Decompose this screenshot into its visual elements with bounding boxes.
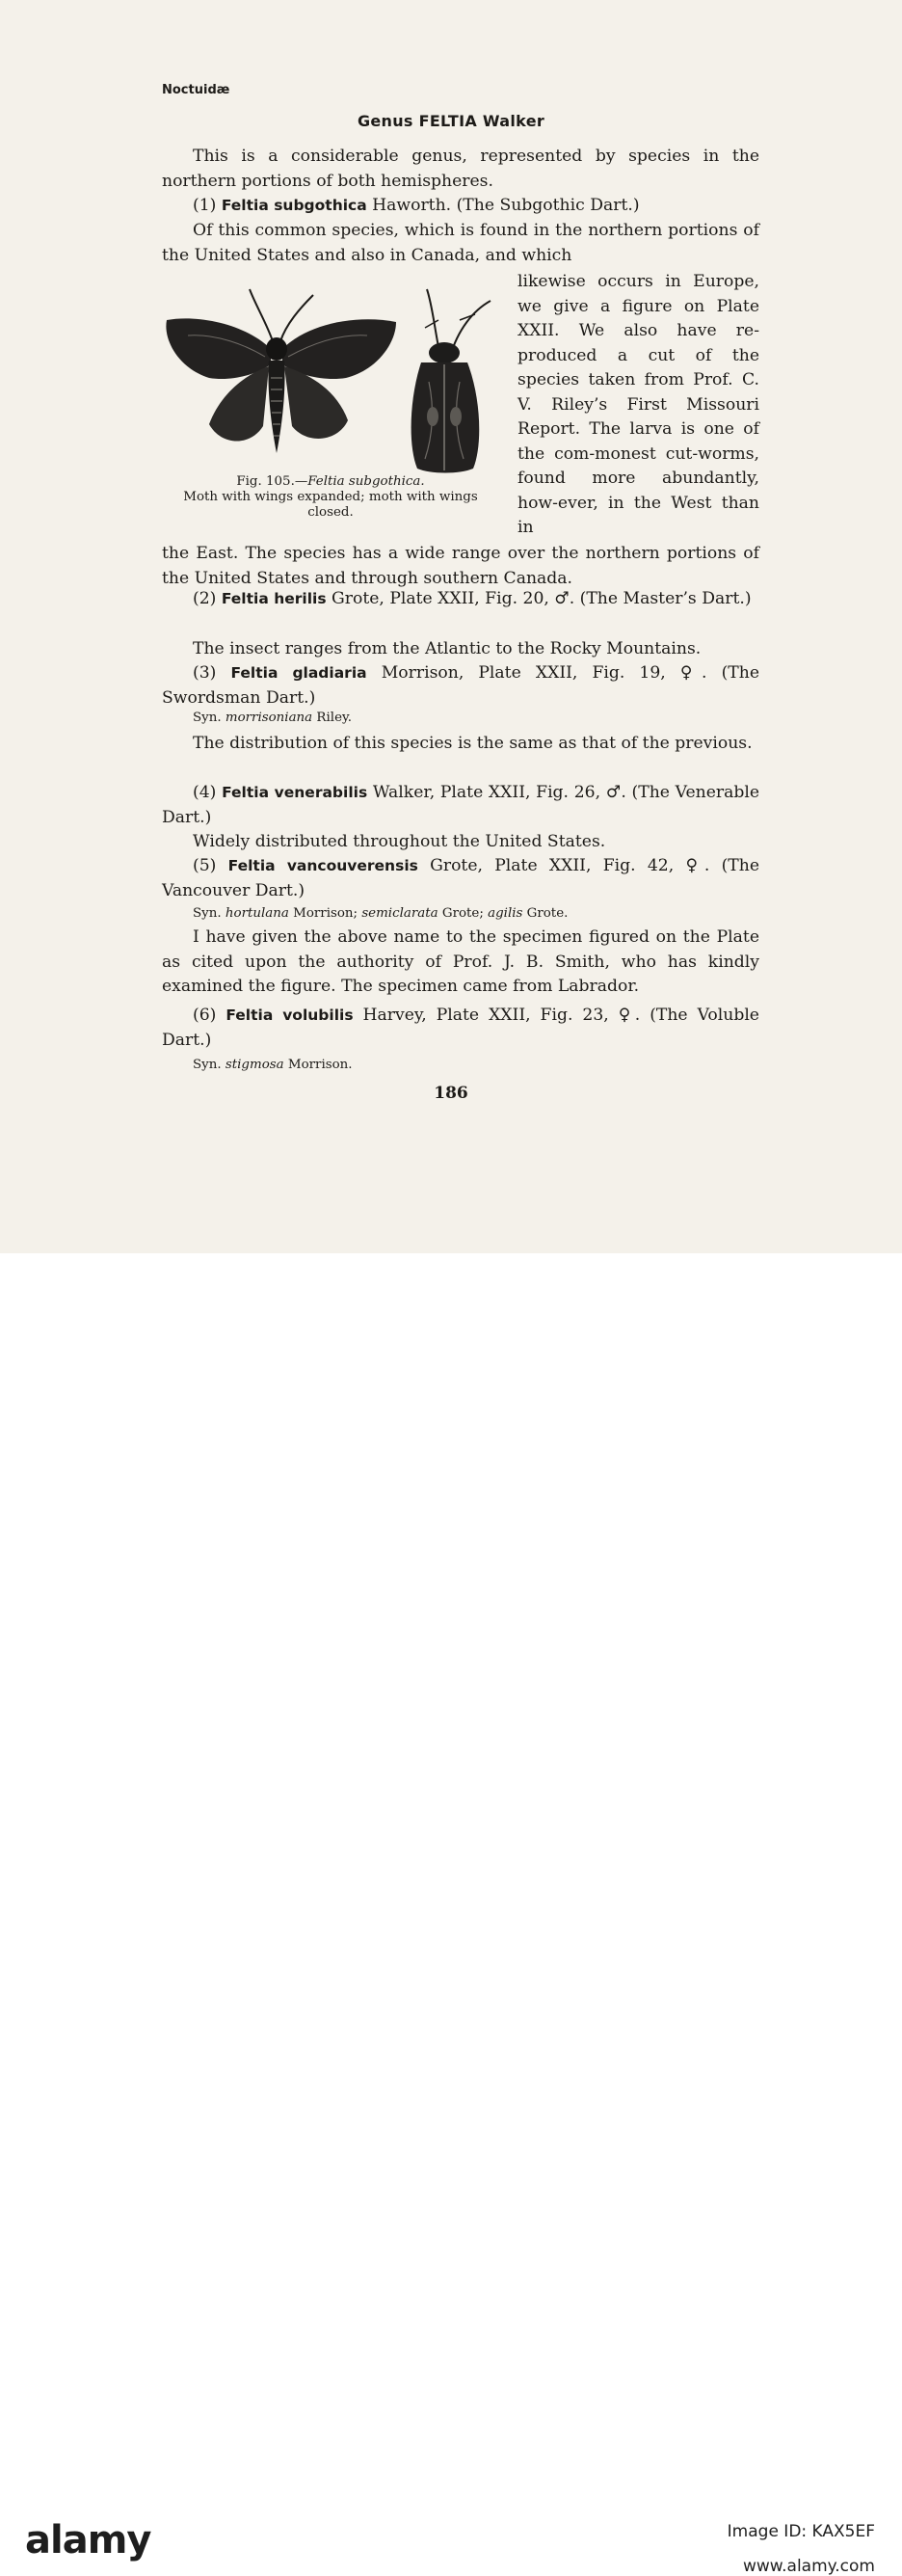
figure-description: Moth with wings expanded; moth with wings closed. xyxy=(183,490,478,520)
species-5-synonym: Syn. hortulana Morrison; semiclarata Grote; agilis Grote. xyxy=(193,906,569,921)
page-number: 186 xyxy=(434,1084,468,1103)
running-header: Noctuidæ xyxy=(162,83,230,97)
alamy-logo: alamy xyxy=(25,2518,151,2563)
species-1-desc-c: the East. The species has a wide range over the northern portions of the United States and through southern Canada. xyxy=(162,544,759,588)
species-5-heading: (5) Feltia vancouverensis Grote, Plate XXII, Fig. 42, ♀. (The Vancouver Dart.) xyxy=(162,856,759,900)
species-4-name: Feltia venerabilis xyxy=(222,784,368,801)
species-3-name: Feltia gladiaria xyxy=(230,664,367,682)
moth-figure xyxy=(159,282,508,474)
stock-url: www.alamy.com xyxy=(742,2557,875,2576)
species-3-heading: (3) Feltia gladiaria Morrison, Plate XXII, Fig. 19, ♀. (The Swordsman Dart.) xyxy=(162,663,760,708)
species-5-desc: I have given the above name to the specimen figured on the Plate as cited upon the authority of Prof. J. B. Smith, who has kindly examined the figure. The specimen came from Labrador. xyxy=(162,927,759,996)
species-1-desc-b: likewise occurs in Europe, we give a figure on Plate XXII. We also have re-produced a cut of the species taken from Prof. C. V. Riley’s First Missouri Report. The larva is one of the com-monest cut-worms, found more abundantly, how-ever, in the West than in xyxy=(517,272,759,537)
book-page xyxy=(0,0,902,1253)
species-2-heading: (2) Feltia herilis Grote, Plate XXII, Fig. 20, ♂. (The Master’s Dart.) xyxy=(193,589,752,608)
moth-wings-expanded-illustration xyxy=(166,289,396,453)
species-2-desc: The insect ranges from the Atlantic to the Rocky Mountains. xyxy=(193,639,702,658)
species-3-desc: The distribution of this species is the same as that of the previous. xyxy=(193,734,753,753)
species-6-synonym: Syn. stigmosa Morrison. xyxy=(193,1058,353,1072)
genus-title: Genus FELTIA Walker xyxy=(357,112,545,130)
moth-wings-closed-illustration xyxy=(411,289,491,473)
image-id: Image ID: KAX5EF xyxy=(727,2522,875,2541)
species-5-name: Feltia vancouverensis xyxy=(227,857,418,874)
species-3-synonym: Syn. morrisoniana Riley. xyxy=(193,711,353,725)
figure-species-name: Feltia subgothica. xyxy=(307,474,425,489)
species-1-desc-a: Of this common species, which is found in the northern portions of the United States and also in Canada, and which xyxy=(162,221,759,265)
figure-label: Fig. 105.— xyxy=(236,474,308,489)
species-4-desc: Widely distributed throughout the United States. xyxy=(193,832,606,851)
species-6-heading: (6) Feltia volubilis Harvey, Plate XXII, Fig. 23, ♀. (The Voluble Dart.) xyxy=(162,1006,759,1050)
species-6-name: Feltia volubilis xyxy=(226,1006,354,1024)
species-4-heading: (4) Feltia venerabilis Walker, Plate XXII, Fig. 26, ♂. (The Venerable Dart.) xyxy=(162,783,760,827)
stock-footer-bar xyxy=(0,1253,902,2576)
figure-caption xyxy=(162,474,499,521)
species-2-name: Feltia herilis xyxy=(221,590,327,607)
species-1-name: Feltia subgothica xyxy=(221,197,367,214)
species-1-heading: (1) Feltia subgothica Haworth. (The Subgothic Dart.) xyxy=(193,196,640,215)
intro-paragraph: This is a considerable genus, represented by species in the northern portions of both hemispheres. xyxy=(162,147,759,191)
